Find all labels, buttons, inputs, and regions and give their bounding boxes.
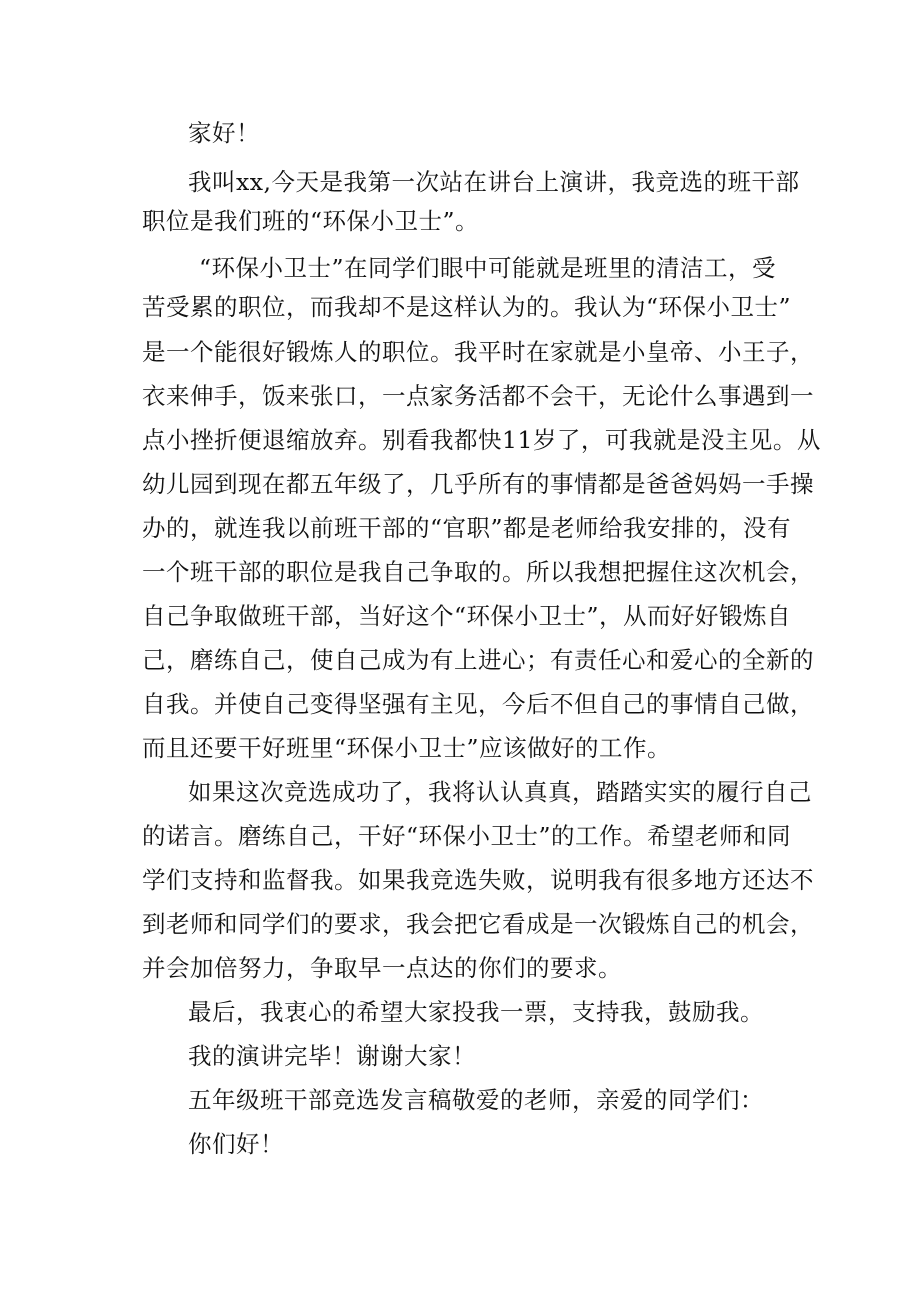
text-line: 苦受累的职位，而我却不是这样认为的。我认为“环保小卫士”	[142, 293, 792, 321]
text-line: 自我。并使自己变得坚强有主见，今后不但自己的事情自己做，	[142, 690, 814, 718]
text-line: 我的演讲完毕！谢谢大家！	[188, 1042, 476, 1070]
text-line: “环保小卫士”在同学们眼中可能就是班里的清洁工，受	[199, 254, 777, 282]
text-line: 自己争取做班干部，当好这个“环保小卫士”，从而好好锻炼自	[142, 602, 792, 630]
text-line: 家好！	[188, 119, 260, 147]
text-line: 的诺言。磨练自己，干好“环保小卫士”的工作。希望老师和同	[142, 822, 792, 850]
text-line: 办的，就连我以前班干部的“官职”都是老师给我安排的，没有	[142, 514, 792, 542]
text-line: 最后，我衷心的希望大家投我一票，支持我，鼓励我。	[188, 998, 764, 1026]
text-line: 而且还要干好班里“环保小卫士”应该做好的工作。	[142, 734, 672, 762]
text-line: 职位是我们班的“环保小卫士”。	[142, 207, 480, 235]
text-line: 到老师和同学们的要求，我会把它看成是一次锻炼自己的机会，	[142, 910, 814, 938]
text-line: 并会加倍努力，争取早一点达的你们的要求。	[142, 954, 622, 982]
text-line: 学们支持和监督我。如果我竞选失败，说明我有很多地方还达不	[142, 866, 814, 894]
text-line: 衣来伸手，饭来张口，一点家务活都不会干，无论什么事遇到一	[142, 382, 814, 410]
text-line: 是一个能很好锻炼人的职位。我平时在家就是小皇帝、小王子，	[142, 338, 814, 366]
text-line: 如果这次竞选成功了，我将认认真真，踏踏实实的履行自己	[188, 778, 812, 806]
text-line: 点小挫折便退缩放弃。别看我都快11岁了，可我就是没主见。从	[142, 426, 821, 454]
text-line: 幼儿园到现在都五年级了，几乎所有的事情都是爸爸妈妈一手操	[142, 470, 814, 498]
text-line: 你们好！	[188, 1130, 284, 1158]
text-line: 一个班干部的职位是我自己争取的。所以我想把握住这次机会，	[142, 558, 814, 586]
text-line: 己，磨练自己，使自己成为有上进心；有责任心和爱心的全新的	[142, 646, 814, 674]
text-line: 我叫xx,今天是我第一次站在讲台上演讲，我竞选的班干部	[188, 168, 800, 196]
text-line: 五年级班干部竞选发言稿敬爱的老师，亲爱的同学们：	[188, 1086, 764, 1114]
